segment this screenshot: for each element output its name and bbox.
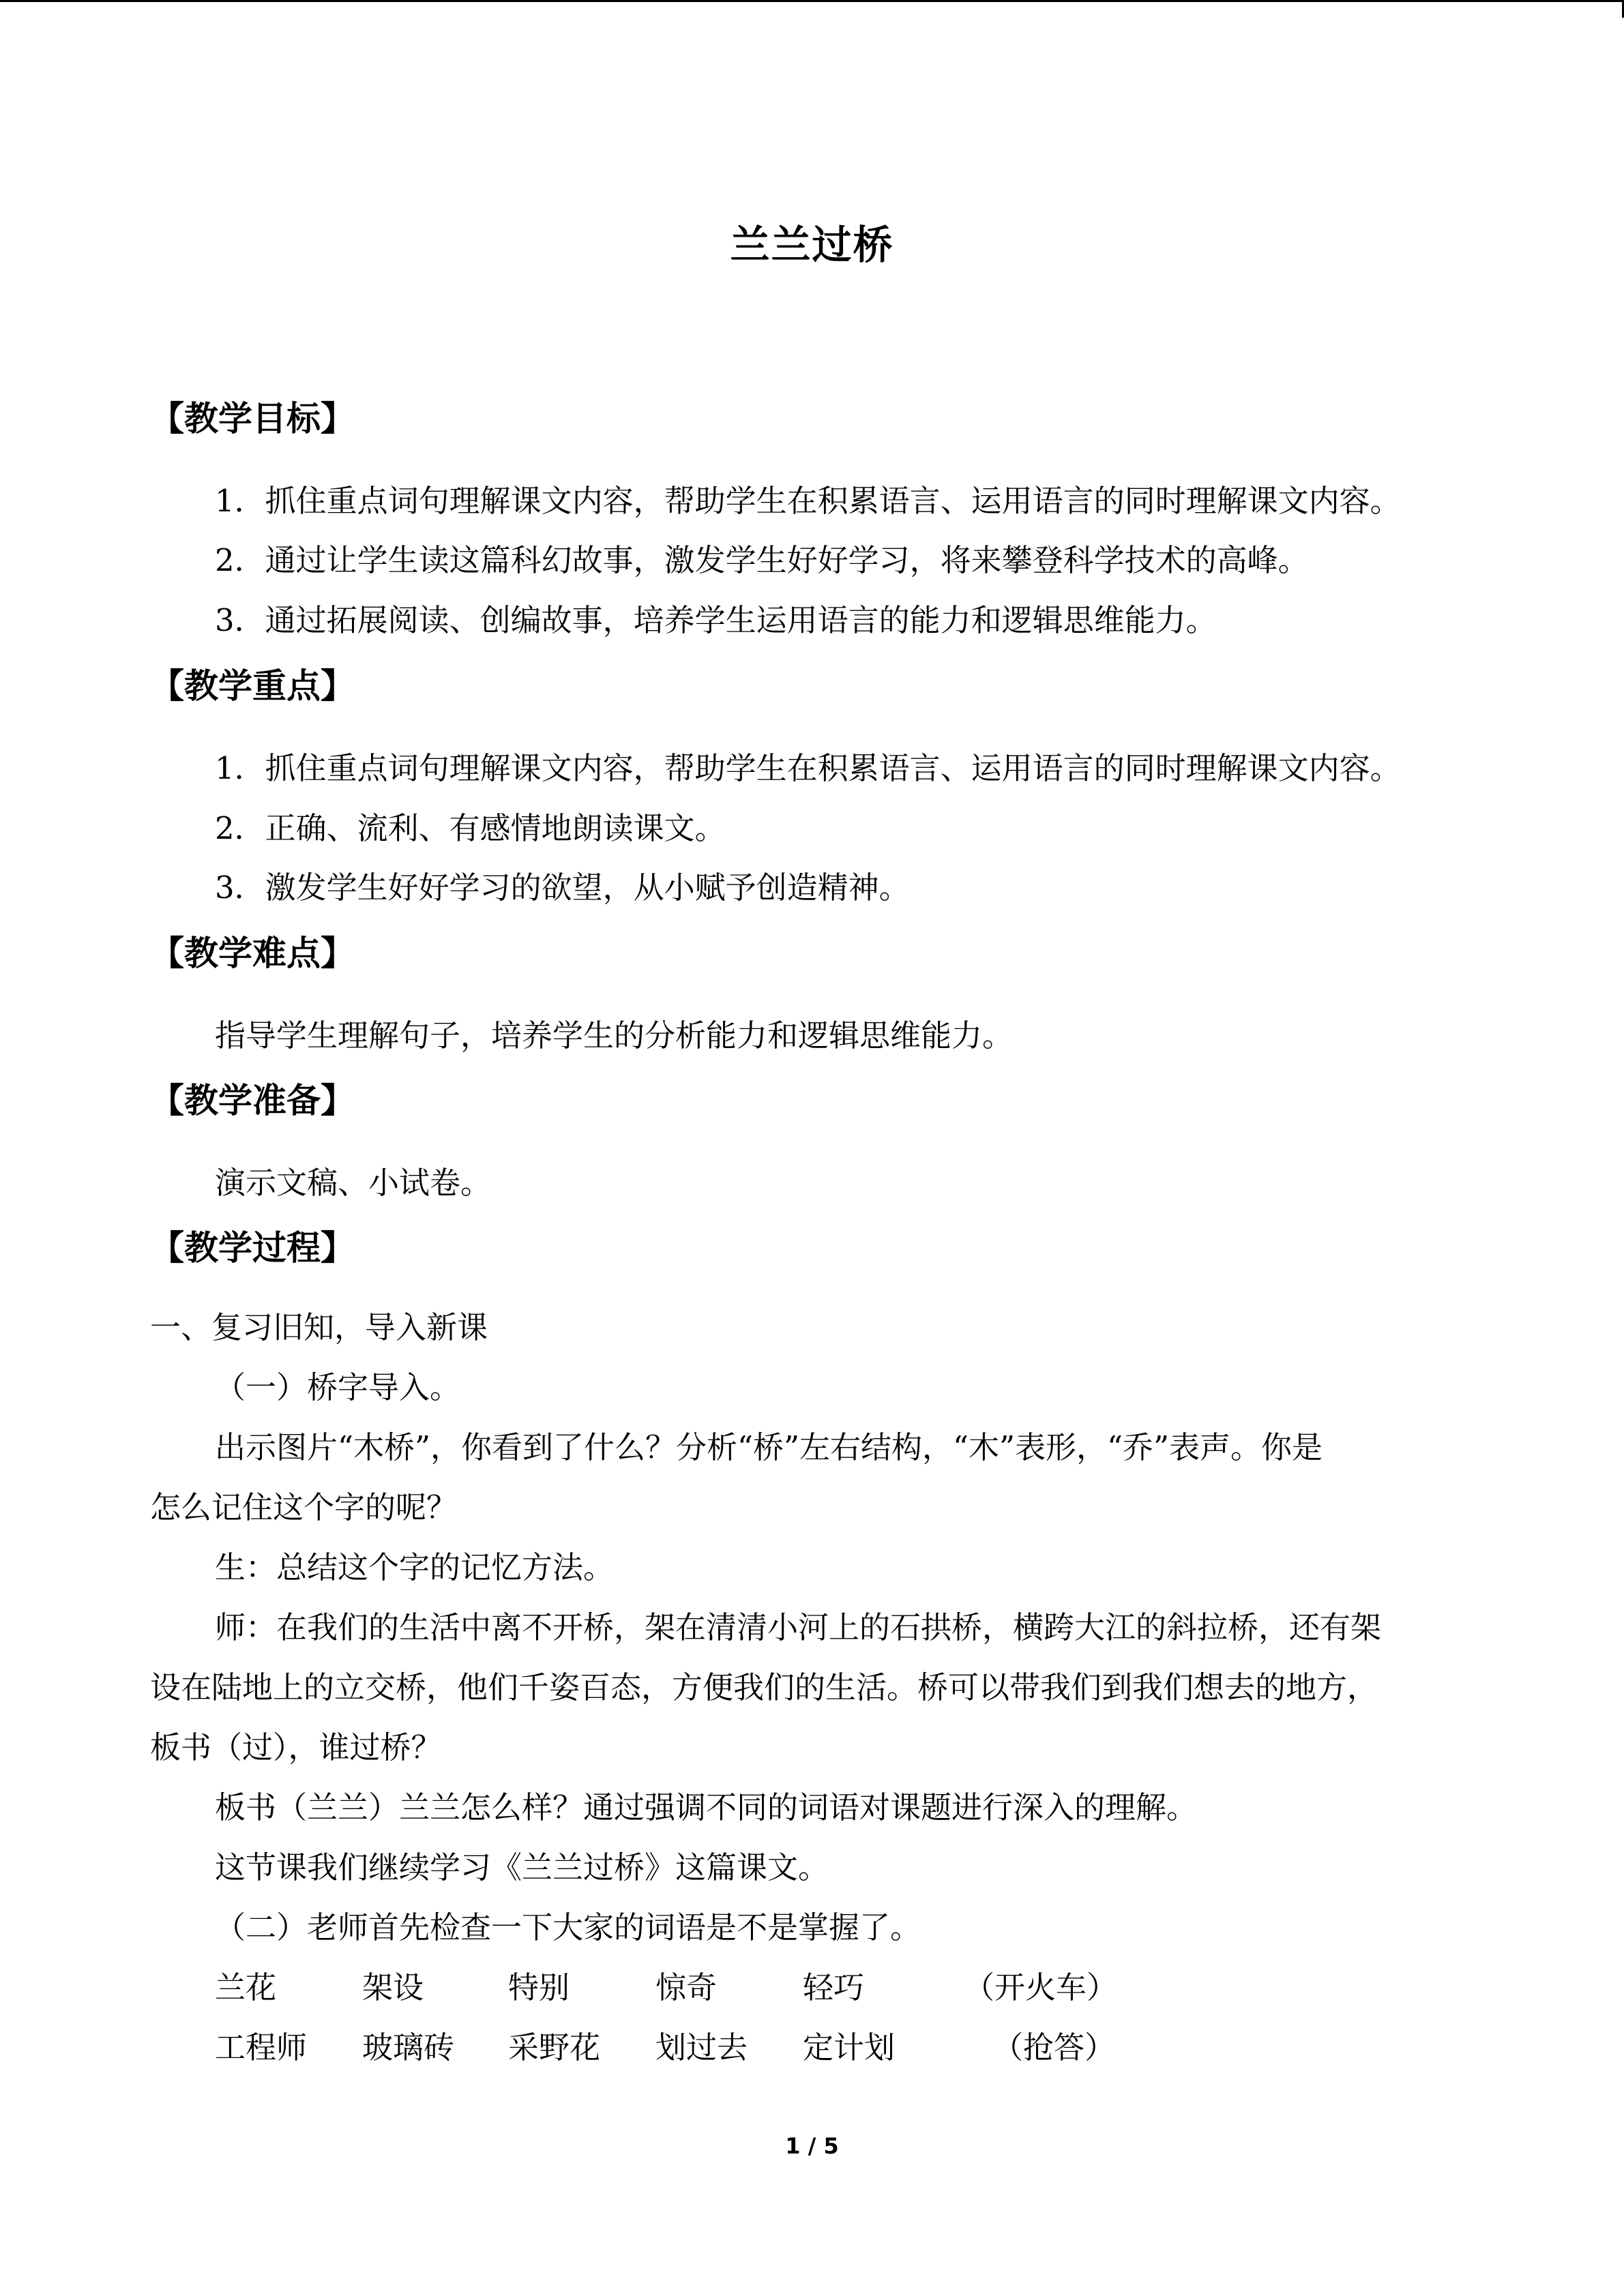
process-sub-1: （一）桥字导入。 bbox=[215, 1369, 461, 1405]
objective-item-1: 1．抓住重点词句理解课文内容，帮助学生在积累语言、运用语言的同时理解课文内容。 bbox=[215, 483, 1401, 519]
vocab-activity: （抢答） bbox=[992, 2029, 1116, 2066]
vocab-word: 惊奇 bbox=[655, 1969, 718, 2006]
vocab-word: 玻璃砖 bbox=[362, 2029, 455, 2066]
page-title: 兰兰过桥 bbox=[730, 222, 894, 268]
heading-preparation: 【教学准备】 bbox=[150, 1081, 355, 1120]
vocab-word: 划过去 bbox=[655, 2029, 748, 2066]
process-para-2: 生：总结这个字的记忆方法。 bbox=[215, 1549, 615, 1585]
vocab-activity: （开火车） bbox=[964, 1969, 1118, 2006]
page-number: 1 / 5 bbox=[785, 2133, 839, 2159]
heading-objectives: 【教学目标】 bbox=[150, 399, 355, 438]
page-top-border bbox=[0, 0, 1624, 2]
vocab-word: 轻巧 bbox=[803, 1969, 865, 2006]
process-para-5: 这节课我们继续学习《兰兰过桥》这篇课文。 bbox=[215, 1849, 829, 1885]
process-para-1-line-2: 怎么记住这个字的呢？ bbox=[150, 1489, 458, 1525]
process-para-3-line-1: 师：在我们的生活中离不开桥，架在清清小河上的石拱桥，横跨大江的斜拉桥，还有架 bbox=[215, 1609, 1382, 1645]
vocab-word: 工程师 bbox=[215, 2029, 308, 2066]
difficulties-text: 指导学生理解句子，培养学生的分析能力和逻辑思维能力。 bbox=[215, 1017, 1014, 1054]
process-sub-2: （二）老师首先检查一下大家的词语是不是掌握了。 bbox=[215, 1909, 921, 1945]
objective-item-2: 2．通过让学生读这篇科幻故事，激发学生好好学习，将来攀登科学技术的高峰。 bbox=[215, 542, 1309, 578]
process-para-3-line-2: 设在陆地上的立交桥，他们千姿百态，方便我们的生活。桥可以带我们到我们想去的地方， bbox=[150, 1669, 1378, 1705]
process-para-3-line-3: 板书（过），谁过桥？ bbox=[150, 1729, 442, 1765]
key-point-item-3: 3．激发学生好好学习的欲望，从小赋予创造精神。 bbox=[215, 869, 910, 906]
preparation-text: 演示文稿、小试卷。 bbox=[215, 1165, 492, 1201]
process-para-4: 板书（兰兰）兰兰怎么样？通过强调不同的词语对课题进行深入的理解。 bbox=[215, 1789, 1198, 1825]
vocab-word: 特别 bbox=[508, 1969, 570, 2006]
vocab-word: 采野花 bbox=[508, 2029, 601, 2066]
process-para-1-line-1: 出示图片“木桥”，你看到了什么？分析“桥”左右结构，“木”表形，“乔”表声。你是 bbox=[215, 1429, 1323, 1465]
vocab-word: 兰花 bbox=[215, 1969, 277, 2006]
key-point-item-2: 2．正确、流利、有感情地朗读课文。 bbox=[215, 810, 726, 846]
vocab-word: 架设 bbox=[362, 1969, 424, 2006]
vocab-word: 定计划 bbox=[803, 2029, 896, 2066]
objective-item-3: 3．通过拓展阅读、创编故事，培养学生运用语言的能力和逻辑思维能力。 bbox=[215, 602, 1217, 638]
key-point-item-1: 1．抓住重点词句理解课文内容，帮助学生在积累语言、运用语言的同时理解课文内容。 bbox=[215, 750, 1401, 786]
heading-process: 【教学过程】 bbox=[150, 1228, 355, 1268]
heading-key-points: 【教学重点】 bbox=[150, 666, 355, 706]
process-step-1: 一、复习旧知，导入新课 bbox=[150, 1309, 488, 1345]
heading-difficulties: 【教学难点】 bbox=[150, 934, 355, 973]
